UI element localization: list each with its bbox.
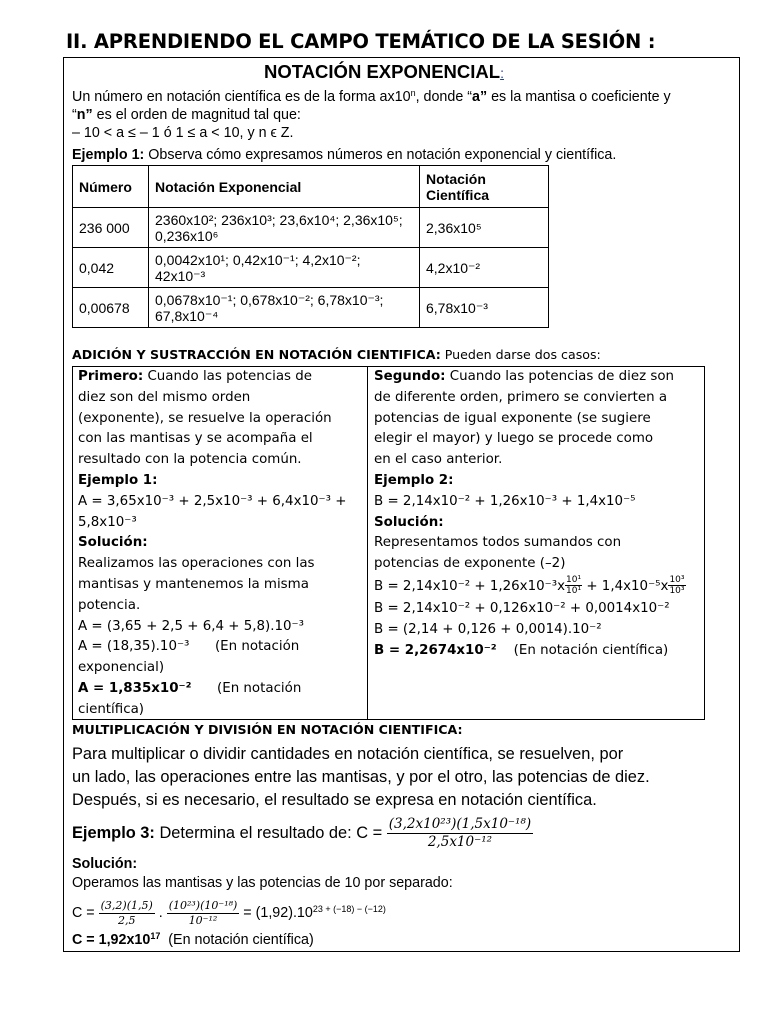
table-header-cell: Notación Científica [420,166,549,208]
solution-formula [72,894,386,932]
result-sup: 17 [150,931,161,941]
intro-line-3: – 10 < a ≤ – 1 ó 1 ≤ a < 10, y n ϵ Z. [72,125,294,141]
case-text: (exponente), se resuelve la operación [78,410,332,426]
mult-paragraph-2: un lado, las operaciones entre las mantisas, y por el otro, las potencias de diez. [72,768,650,786]
topic-title-text: NOTACIÓN EXPONENCIAL [264,61,501,82]
case-formula: B = 2,14x10⁻² + 1,26x10⁻³ + 1,4x10⁻⁵ [374,493,636,509]
intro-bold: a” [472,89,488,105]
case-text: Representamos todos sumandos con [374,535,622,551]
table-cell: 0,042 [73,248,149,288]
fraction-numerator: 10¹ [566,575,582,586]
case-text: Cuando las potencias de [143,369,313,384]
example-label: Ejemplo 1: [72,147,145,163]
addition-heading [72,347,601,362]
table-cell: 0,0042x10¹; 0,42x10⁻¹; 4,2x10⁻²; 42x10⁻³ [149,248,420,288]
result-bold: A = 1,835x10⁻² [78,680,192,696]
fraction-denominator: 10⁻¹² [188,913,218,927]
fraction-denominator: 2,5 [117,913,136,927]
example-3-line [72,810,533,856]
intro-text: , donde “ [415,89,473,105]
mult-paragraph-1: Para multiplicar o dividir cantidades en notación científica, se resuelven, por [72,745,624,763]
intro-text: y [663,89,671,105]
fraction [99,899,155,928]
table-row [73,248,549,288]
addition-cases-box [72,366,705,720]
fraction-numerator: 10³ [669,575,685,586]
section-heading: II. APRENDIENDO EL CAMPO TEMÁTICO DE LA SESIÓN : [66,30,656,53]
example-text: Determina el resultado de: C = [154,824,387,842]
result-bold: B = 2,2674x10⁻² [374,642,497,658]
case-text: potencias de exponente (–2) [374,556,566,572]
case-text: exponencial) [78,660,165,676]
intro-sup: n [410,88,416,98]
fraction-denominator: 10³ [669,586,685,597]
case-text: científica) [78,701,145,717]
fraction [167,899,240,928]
topic-title-colon: : [500,65,504,81]
table-cell: 2,36x10⁵ [420,208,549,248]
intro-text: es el orden de magnitud tal que: [92,107,301,123]
table-cell: 6,78x10⁻³ [420,288,549,328]
formula-text: . [154,905,167,921]
solution-label: Solución: [78,535,148,551]
intro-line-1 [72,88,671,106]
case-two-column [374,367,686,661]
table-row [73,288,549,328]
case-formula-fractions [374,575,686,599]
fraction [387,816,533,851]
case-one-column [78,367,346,721]
intro-text: es la mantisa o coeficiente [487,89,664,105]
case-formula: 5,8x10⁻³ [78,514,137,530]
mult-paragraph-3: Después, si es necesario, el resultado se expresa en notación científica. [72,791,597,809]
case-text: mantisas y mantenemos la misma [78,576,309,592]
intro-line-2 [72,106,301,124]
case-formula: A = (18,35).10⁻³ (En notación [78,639,300,655]
fraction [668,575,685,596]
example-label: Ejemplo 3: [72,824,155,842]
intro-text: Un número en notación científica es de la forma ax10 [72,89,411,105]
column-divider [367,367,368,719]
case-formula: A = 3,65x10⁻³ + 2,5x10⁻³ + 6,4x10⁻³ + [78,493,347,509]
case-label: Segundo: [374,369,446,384]
multiplication-heading: MULTIPLICACIÓN Y DIVISIÓN EN NOTACIÓN CIENTIFICA: [72,722,463,737]
case-formula: B = 2,14x10⁻² + 1,26x10⁻³x [374,578,566,594]
notation-table [72,165,549,328]
table-cell: 0,0678x10⁻¹; 0,678x10⁻²; 6,78x10⁻³; 67,8x10⁻⁴ [149,288,420,328]
intro-text: “ [72,107,77,123]
table-header-cell: Número [73,166,149,208]
case-text: diez son del mismo orden [78,389,251,405]
case-text: (En notación [191,680,302,696]
fraction-numerator: (3,2x10²³)(1,5x10⁻¹⁸) [388,816,532,833]
fraction [565,575,582,596]
example-1-intro [72,146,616,164]
example-label: Ejemplo 1: [78,472,158,488]
table-cell: 0,00678 [73,288,149,328]
case-text: (En notación científica) [496,642,669,658]
addition-text: Pueden darse dos casos: [440,347,601,362]
case-text: en el caso anterior. [374,452,503,468]
formula-text: = (1,92).10 [239,905,313,921]
case-text: con las mantisas y se acompaña el [78,431,313,447]
result-bold: C = 1,92x10 [72,932,151,948]
fraction-denominator: 10¹ [566,586,582,597]
example-text: Observa cómo expresamos números en notación exponencial y científica. [144,147,617,163]
table-cell: 2360x10²; 236x10³; 23,6x10⁴; 2,36x10⁵; 0,236x10⁶ [149,208,420,248]
case-label: Primero: [78,369,144,384]
case-text: resultado con la potencia común. [78,452,302,468]
table-header-row [73,166,549,208]
case-text: de diferente orden, primero se convierten a [374,389,668,405]
topic-title [0,61,768,83]
case-text: Cuando las potencias de diez son [445,369,675,384]
table-header-cell: Notación Exponencial [149,166,420,208]
addition-label: ADICIÓN Y SUSTRACCIÓN EN NOTACIÓN CIENTIFICA: [72,347,441,362]
fraction-numerator: (10²³)(10⁻¹⁸) [168,898,238,912]
solution-label: Solución: [72,856,138,872]
fraction-numerator: (3,2)(1,5) [100,898,153,912]
case-formula: + 1,4x10⁻⁵x [582,578,669,594]
example-label: Ejemplo 2: [374,472,454,488]
case-text: potencias de igual exponente (se sugiere [374,410,651,426]
result-text: (En notación científica) [160,932,314,948]
final-result [72,931,314,949]
intro-bold: n” [76,107,93,123]
case-text: Realizamos las operaciones con las [78,556,315,572]
formula-sup: 23 + (−18) − (−12) [312,904,386,914]
case-formula: B = (2,14 + 0,126 + 0,0014).10⁻² [374,621,602,637]
fraction-denominator: 2,5x10⁻¹² [427,834,493,851]
case-text: potencia. [78,597,141,613]
case-text: elegir el mayor) y luego se procede como [374,431,654,447]
table-cell: 4,2x10⁻² [420,248,549,288]
case-formula: A = (3,65 + 2,5 + 6,4 + 5,8).10⁻³ [78,618,304,634]
operation-text: Operamos las mantisas y las potencias de 10 por separado: [72,875,453,891]
solution-label: Solución: [374,514,444,530]
table-cell: 236 000 [73,208,149,248]
formula-text: C = [72,905,99,921]
table-row [73,208,549,248]
case-formula: B = 2,14x10⁻² + 0,126x10⁻² + 0,0014x10⁻² [374,600,670,616]
